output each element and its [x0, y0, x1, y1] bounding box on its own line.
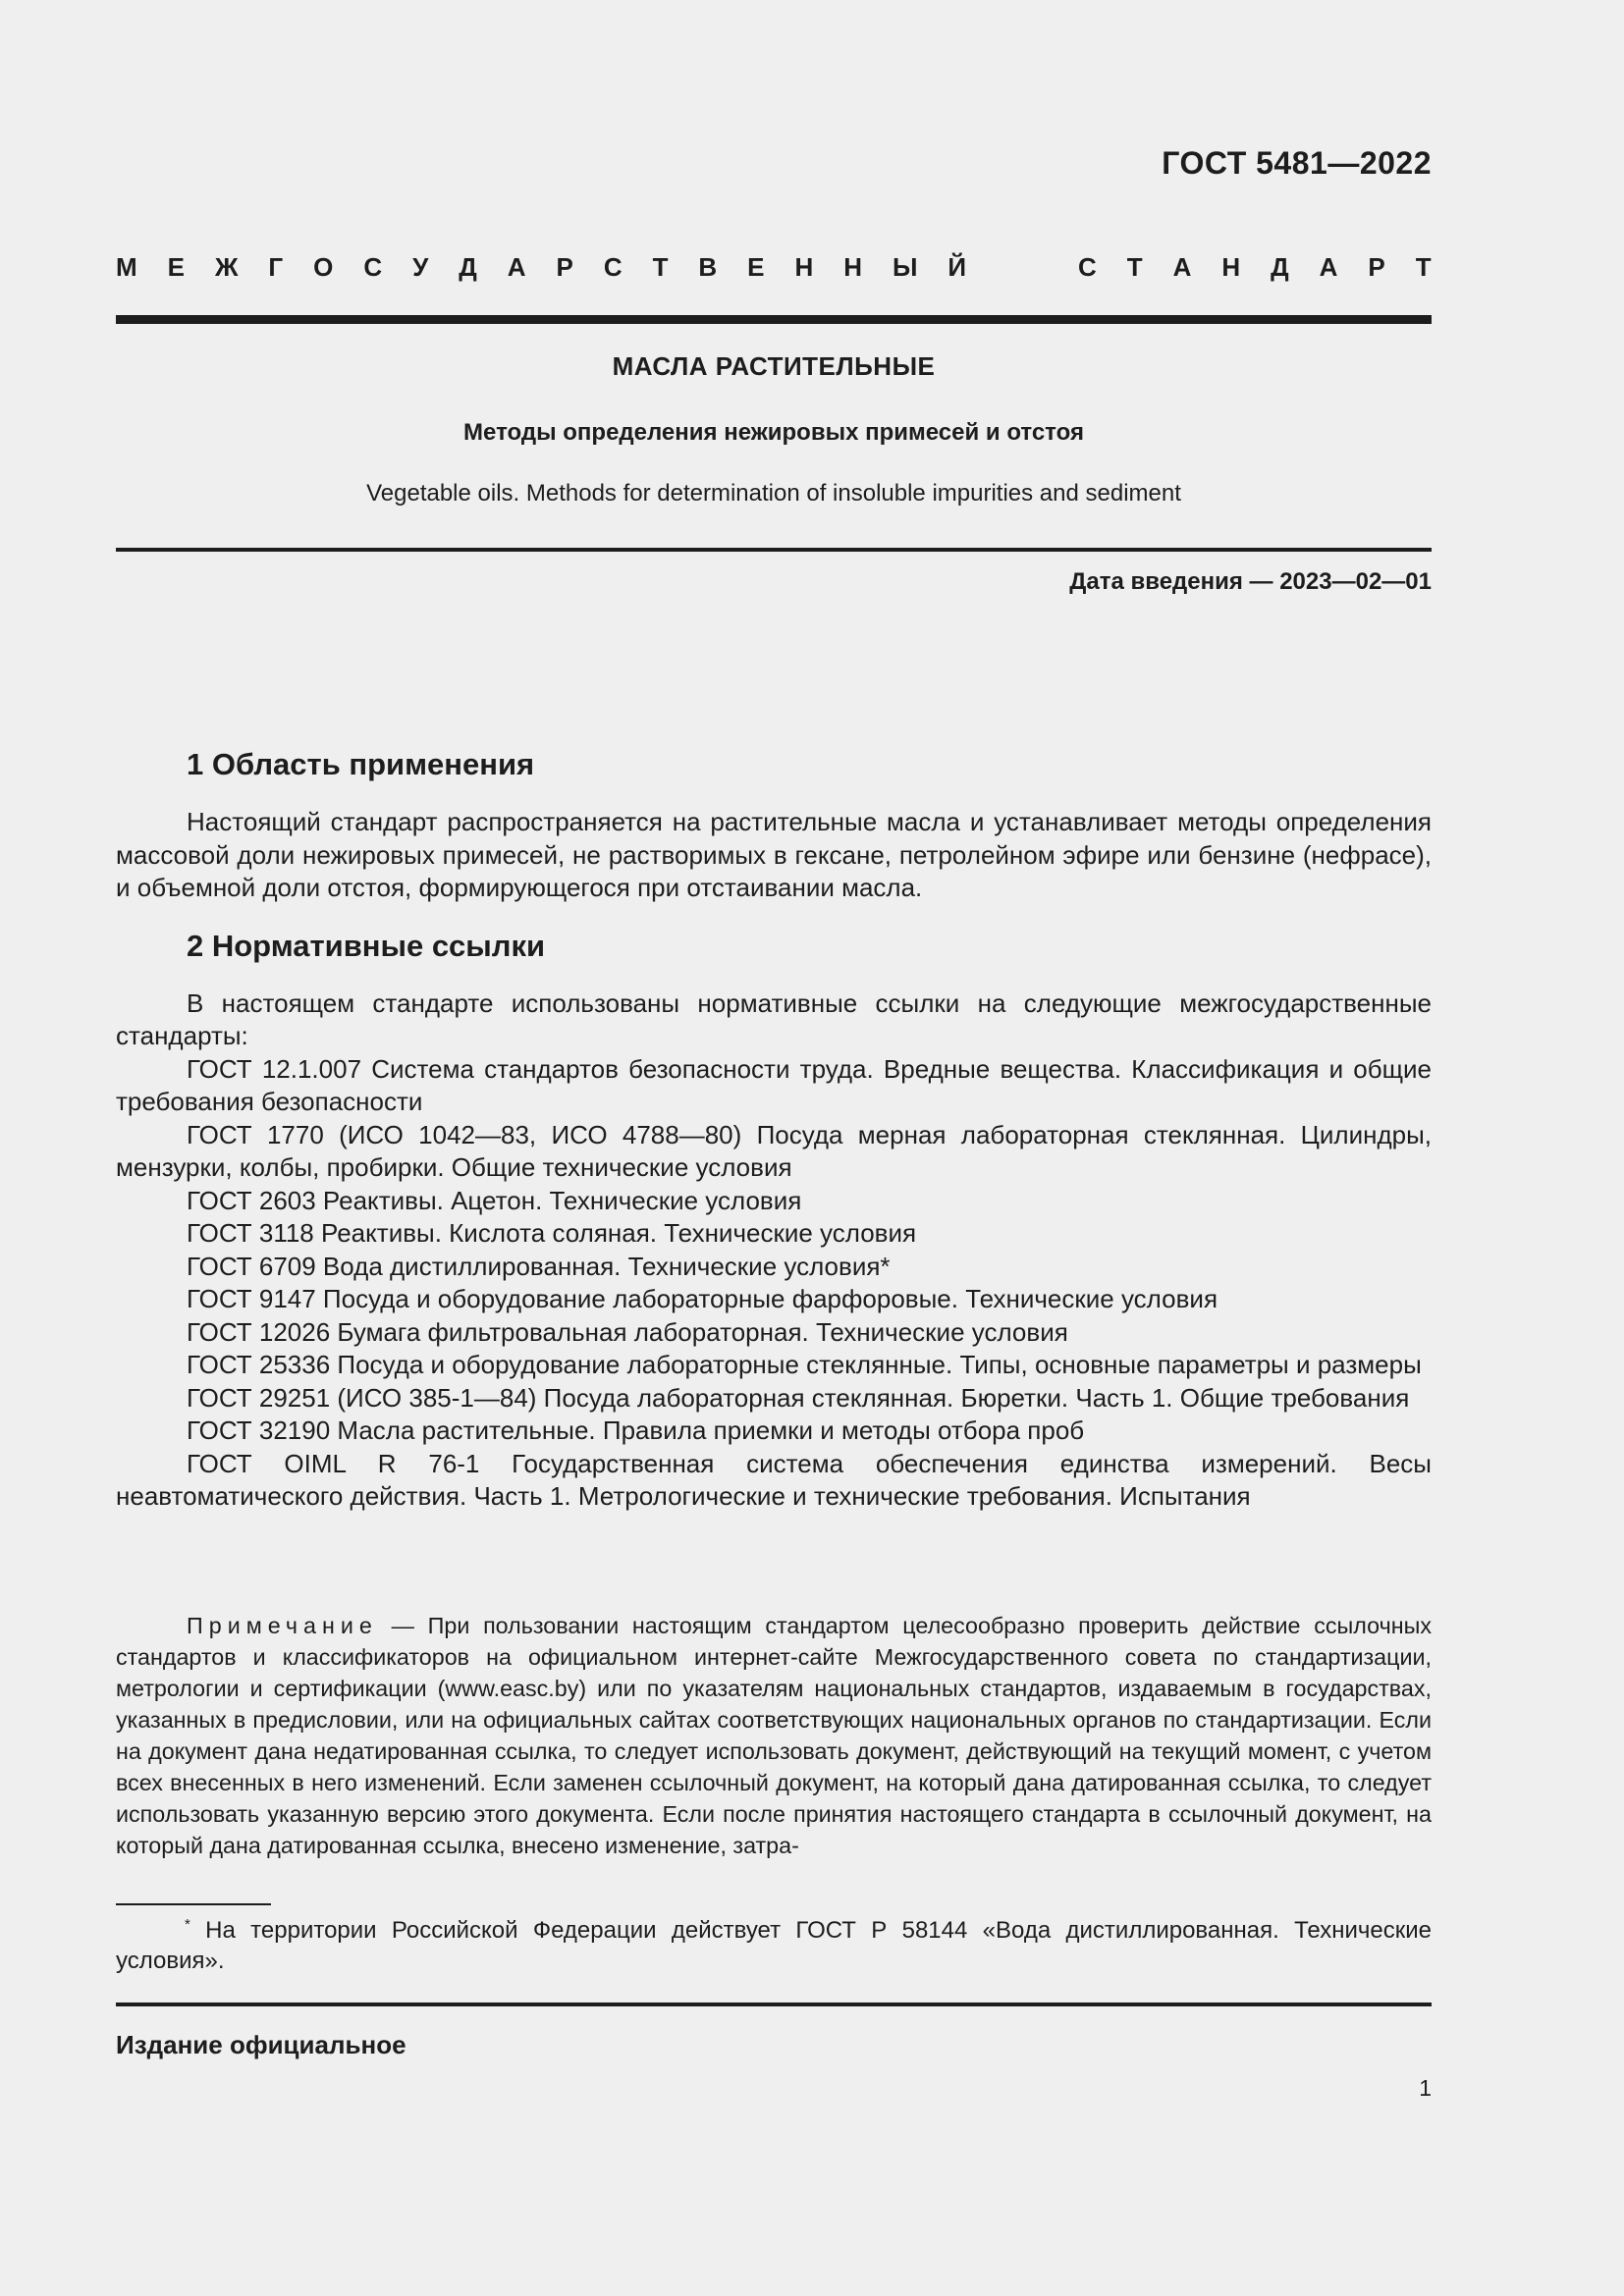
- footnote: [116, 1909, 1432, 1976]
- reference-item: ГОСТ 9147 Посуда и оборудование лабораторные фарфоровые. Технические условия: [187, 1284, 1218, 1313]
- footnote-text: На территории Российской Федерации действует ГОСТ Р 58144 «Вода дистиллированная. Технические условия».: [116, 1917, 1432, 1974]
- banner-letter: В: [698, 252, 718, 282]
- reference-item: ГОСТ OIML R 76-1 Государственная система обеспечения единства измерений. Весы неавтоматического действия. Часть 1. Метрологические и технические требования. Испытания: [116, 1448, 1432, 1511]
- document-title-english: Vegetable oils. Methods for determination of insoluble impurities and sediment: [366, 480, 1181, 507]
- banner-letter: С: [603, 252, 623, 282]
- banner-letter: Н: [843, 252, 863, 282]
- banner-letter: А: [1172, 252, 1192, 282]
- section-1-text: Настоящий стандарт распространяется на растительные масла и устанавливает методы определения массовой доли нежировых примесей, не растворимых в гексане, петролейном эфире или бензине (нефрасе), и объемной доли отстоя, формирующегося при отстаивании масла.: [116, 807, 1432, 902]
- banner-letter: А: [1319, 252, 1338, 282]
- normative-references-list: [116, 1053, 1432, 1514]
- banner-letter: Т: [1415, 252, 1432, 282]
- banner-letter: Н: [794, 252, 814, 282]
- banner-letter: Г: [268, 252, 284, 282]
- introduction-date: Дата введения — 2023—02—01: [1069, 568, 1432, 595]
- header-rule-thick: [116, 315, 1432, 324]
- banner-letter: Е: [167, 252, 185, 282]
- body-content: [116, 745, 1432, 1514]
- banner-letter: А: [507, 252, 526, 282]
- reference-item: ГОСТ 3118 Реактивы. Кислота соляная. Технические условия: [187, 1218, 917, 1248]
- reference-item: ГОСТ 6709 Вода дистиллированная. Технические условия*: [187, 1251, 891, 1281]
- banner-letter: Й: [947, 252, 967, 282]
- page-number: 1: [1419, 2075, 1432, 2101]
- note-text: — При пользовании настоящим стандартом целесообразно проверить действие ссылочных стандартов и классификаторов на официальном интернет-сайте Межгосударственного совета по стандартизации, метрологии и сертификации (www.easc.by) или по указателям национальных стандартов, издаваемым в государствах, указанных в предисловии, или на официальных сайтах соответствующих национальных органов по стандартизации. Если на документ дана недатированная ссылка, то следует использовать документ, действующий на текущий момент, с учетом всех внесенных в него изменений. Если заменен ссылочный документ, на который дана датированная ссылка, то следует использовать указанную версию этого документа. Если после принятия настоящего стандарта в ссылочный документ, на который дана датированная ссылка, внесено изменение, затра-: [116, 1613, 1432, 1858]
- document-title: МАСЛА РАСТИТЕЛЬНЫЕ: [612, 351, 936, 381]
- reference-item: ГОСТ 12026 Бумага фильтровальная лабораторная. Технические условия: [187, 1316, 1068, 1347]
- reference-item: ГОСТ 2603 Реактивы. Ацетон. Технические условия: [187, 1185, 802, 1215]
- section-2-heading: 2 Нормативные ссылки: [187, 928, 546, 963]
- reference-item: ГОСТ 29251 (ИСО 385-1—84) Посуда лабораторная стеклянная. Бюретки. Часть 1. Общие требования: [187, 1382, 1410, 1413]
- document-number: ГОСТ 5481—2022: [1162, 145, 1432, 181]
- banner-letter: Р: [1368, 252, 1385, 282]
- banner-letter: Ы: [892, 252, 918, 282]
- title-rule: [116, 548, 1432, 552]
- official-edition-label: Издание официальное: [116, 2030, 406, 2059]
- banner-letter: Т: [1126, 252, 1143, 282]
- interstate-standard-banner: [116, 252, 1432, 283]
- footnote-separator: [116, 1903, 271, 1905]
- document-subtitle: Методы определения нежировых примесей и отстоя: [463, 419, 1084, 446]
- reference-item: ГОСТ 32190 Масла растительные. Правила приемки и методы отбора проб: [187, 1415, 1085, 1445]
- footer-rule: [116, 2002, 1432, 2006]
- banner-letter: Е: [747, 252, 765, 282]
- banner-letter: Д: [1271, 252, 1289, 282]
- footnote-marker: *: [185, 1916, 190, 1933]
- banner-letter: Р: [556, 252, 573, 282]
- reference-item: ГОСТ 1770 (ИСО 1042—83, ИСО 4788—80) Посуда мерная лабораторная стеклянная. Цилиндры, мензурки, колбы, пробирки. Общие технические условия: [116, 1119, 1432, 1182]
- banner-letter: Н: [1221, 252, 1241, 282]
- banner-letter: У: [412, 252, 429, 282]
- reference-item: ГОСТ 12.1.007 Система стандартов безопасности труда. Вредные вещества. Классификация и общие требования безопасности: [116, 1053, 1432, 1116]
- section-1-heading: 1 Область применения: [187, 747, 535, 781]
- note-block: [116, 1610, 1432, 1861]
- note-label: Примечание: [187, 1613, 378, 1638]
- banner-letter: Д: [459, 252, 477, 282]
- banner-letter: М: [116, 252, 137, 282]
- banner-letter: С: [1078, 252, 1097, 282]
- banner-letter: Ж: [214, 252, 239, 282]
- document-page: [116, 0, 1432, 2296]
- reference-item: ГОСТ 25336 Посуда и оборудование лабораторные стеклянные. Типы, основные параметры и размеры: [187, 1350, 1422, 1379]
- banner-letter: Т: [652, 252, 669, 282]
- banner-letter: О: [313, 252, 334, 282]
- banner-letter: С: [363, 252, 383, 282]
- section-2-intro: В настоящем стандарте использованы нормативные ссылки на следующие межгосударственные стандарты:: [116, 988, 1432, 1050]
- note-paragraph: [116, 1610, 1432, 1861]
- banner-word-gap: [997, 252, 1048, 283]
